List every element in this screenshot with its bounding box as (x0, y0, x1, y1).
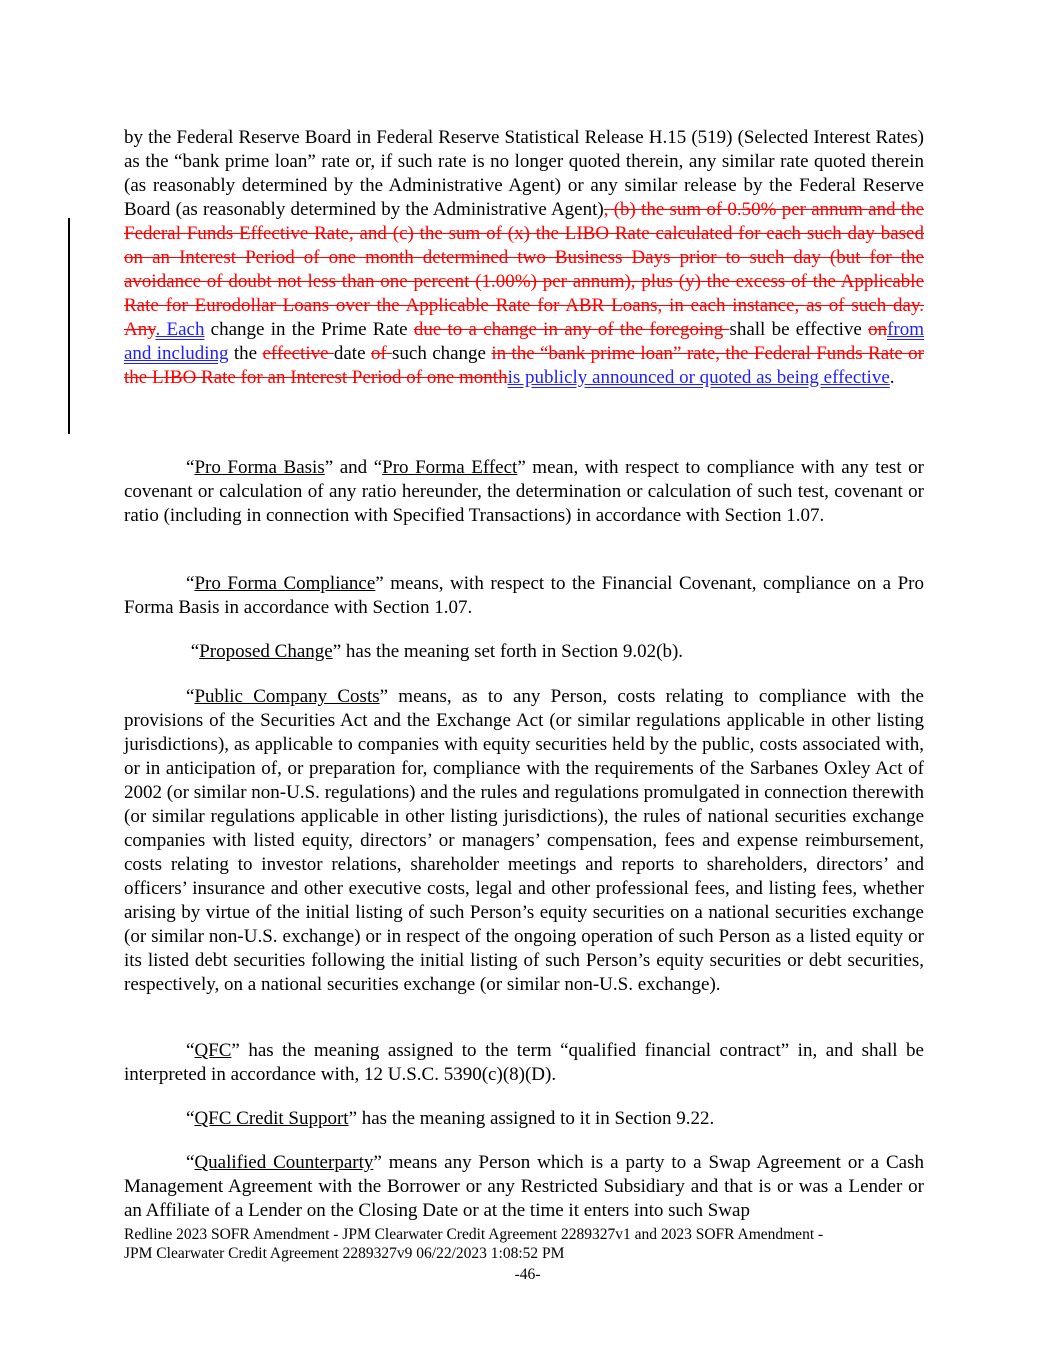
quote-open: “ (186, 573, 195, 594)
defined-term: QFC Credit Support (194, 1108, 349, 1129)
deleted-text: effective (262, 343, 334, 364)
deleted-text: , (b) the sum of 0.50% per annum and the Federal Funds Effective Rate, and (c) the sum of (x) the LIBO Rate calculated for each such day based on an Interest Period of one month determined two Business Days prior to such day (but for the avoidance of doubt not less than one percent (1.00%) per annum), plus (y) the excess of the Applicable Rate for Eurodollar Loans over the Applicable Rate for ABR Loans, in each instance, as of such day. Any (124, 199, 924, 340)
quote-open: “ (186, 1108, 195, 1129)
definition-text: ” means, as to any Person, costs relating to compliance with the provisions of the Securities Act and the Exchange Act (or similar regulations applicable in other listing jurisdictions), as applicable to companies with equity securities held by the public, costs associated with, or in anticipation of, or preparation for, compliance with the requirements of the Sarbanes Oxley Act of 2002 (or similar non-U.S. regulations) and the rules and regulations promulgated in connection therewith (or similar regulations applicable in other listing jurisdictions), the rules of national securities exchange companies with listed equity, directors’ or managers’ compensation, fees and expense reimbursement, costs relating to investor relations, shareholder meetings and reports to shareholders, directors’ and officers’ insurance and other executive costs, legal and other professional fees, and listing fees, whether arising by virtue of the initial listing of such Person’s equity securities on a national securities exchange (or similar non-U.S. exchange) or in respect of the ongoing operation of such Person as a listed equity or its listed debt securities following the initial listing of such Person’s equity securities or debt securities, respectively, on a national securities exchange (or similar non-U.S. exchange). (124, 686, 924, 995)
definition-text: ” mean, with respect to compliance with any test or covenant or calculation of any ratio hereunder, the determination or calculation of such test, covenant or ratio (including in connection with Specified Transactions) in accordance with Section 1.07. (124, 457, 924, 526)
definition-qfc-credit-support (124, 1107, 924, 1131)
deleted-text: in the “bank prime loan” rate, the Federal Funds Rate or the LIBO Rate for an Interest Period of one month (124, 343, 924, 388)
definition-text: ” has the meaning assigned to the term “qualified financial contract” in, and shall be interpreted in accordance with, 12 U.S.C. 5390(c)(8)(D). (124, 1040, 924, 1085)
definition-pro-forma-basis (124, 456, 924, 528)
definition-qualified-counterparty (124, 1151, 924, 1223)
deleted-text: due to a change in any of the foregoing (413, 319, 730, 340)
defined-term: QFC (194, 1040, 232, 1061)
inserted-text: is publicly announced or quoted as being effective (507, 367, 890, 388)
body-text: change in the Prime Rate (204, 319, 414, 340)
definition-qfc (124, 1039, 924, 1087)
quote-open: “ (186, 457, 195, 478)
defined-term: Proposed Change (199, 641, 333, 662)
body-text: date (333, 343, 371, 364)
definition-pro-forma-compliance (124, 572, 924, 620)
quote-open: “ (186, 641, 200, 662)
definition-text: ” means any Person which is a party to a Swap Agreement or a Cash Management Agreement with the Borrower or any Restricted Subsidiary and that is or was a Lender or an Affiliate of a Lender on the Closing Date or at the time it enters into such Swap (124, 1152, 924, 1221)
defined-term: Pro Forma Basis (194, 457, 325, 478)
defined-term: Qualified Counterparty (194, 1152, 374, 1173)
body-text: . (889, 367, 895, 388)
defined-term: Pro Forma Compliance (194, 573, 376, 594)
body-text: by the Federal Reserve Board in Federal Reserve Statistical Release H.15 (519) (Selected Interest Rates) as the “bank prime loan” rate or, if such rate is no longer quoted therein, any similar rate quoted therein (as reasonably determined by the Administrative Agent) or any similar release by the Federal Reserve Board (as reasonably determined by the Administrative Agent) (124, 127, 924, 220)
body-text: shall be effective (729, 319, 869, 340)
redline-footer (124, 1225, 924, 1263)
defined-term: Pro Forma Effect (382, 457, 518, 478)
inserted-text: from and including (124, 319, 924, 364)
deleted-text: of (370, 343, 393, 364)
prime-rate-paragraph (124, 126, 924, 390)
definition-text: ” means, with respect to the Financial Covenant, compliance on a Pro Forma Basis in accordance with Section 1.07. (124, 573, 924, 618)
defined-term: Public Company Costs (194, 686, 380, 707)
footer-line-1: Redline 2023 SOFR Amendment - JPM Clearwater Credit Agreement 2289327v1 and 2023 SOFR Amendment - (124, 1226, 824, 1243)
quote-open: “ (186, 1152, 195, 1173)
definition-text: ” has the meaning set forth in Section 9.02(b). (332, 641, 684, 662)
page-number: -46- (514, 1266, 541, 1283)
footer-line-2: JPM Clearwater Credit Agreement 2289327v9 06/22/2023 1:08:52 PM (124, 1245, 565, 1262)
deleted-text: on (868, 319, 888, 340)
definition-proposed-change (124, 640, 924, 664)
inserted-text: . Each (155, 319, 205, 340)
body-text: the (228, 343, 263, 364)
term-connector: ” and “ (324, 457, 383, 478)
quote-open: “ (186, 686, 195, 707)
definition-public-company-costs (124, 685, 924, 997)
definition-text: ” has the meaning assigned to it in Section 9.22. (348, 1108, 715, 1129)
change-bar (68, 218, 70, 434)
body-text: such change (392, 343, 492, 364)
quote-open: “ (186, 1040, 195, 1061)
